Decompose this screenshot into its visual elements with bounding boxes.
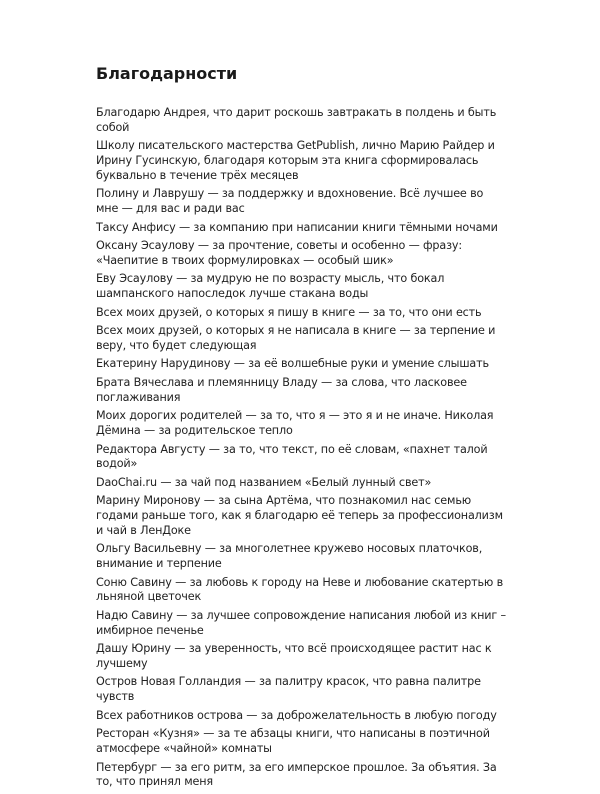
list-item: Ресторан «Кузня» — за те абзацы книги, что написаны в поэтичной атмосфере «чайной» комнаты xyxy=(96,727,490,756)
list-item: Редактора Августу — за то, что текст, по её словам, «пахнет талой водой» xyxy=(96,442,488,471)
list-item: Таксу Анфису — за компанию при написании книги тёмными ночами xyxy=(96,220,498,234)
list-item: Оксану Эсаулову — за прочтение, советы и особенно — фразу: «Чаепитие в твоих формулировках — особый шик» xyxy=(96,239,462,267)
list-item: Екатерину Нарудинову — за её волшебные руки и умение слышать xyxy=(96,357,489,371)
list-item: Петербург — за его ритм, за его имперское прошлое. За объятия. За то, что принял меня xyxy=(96,760,497,789)
list-item: Всех работников острова — за доброжелательность в любую погоду xyxy=(96,708,497,722)
list-item: Еву Эсаулову — за мудрую не по возрасту мысль, что бокал шампанского напоследок лучше стакана воды xyxy=(96,272,445,301)
list-item: Ольгу Васильевну — за многолетнее кружево носовых платочков, внимание и терпение xyxy=(96,542,483,571)
list-item: Моих дорогих родителей — за то, что я — это я и не иначе. Николая Дёмина — за родительское тепло xyxy=(96,409,494,438)
list-item: Брата Вячеслава и племянницу Владу — за слова, что ласковее поглаживания xyxy=(96,375,467,404)
list-item: Всех моих друзей, о которых я пишу в книге — за то, что они есть xyxy=(96,305,482,319)
list-item: Марину Миронову — за сына Артёма, что познакомил нас семью годами раньше того, как я благодарю её теперь за профессионализм и чай в ЛенДоке xyxy=(96,494,503,537)
list-item: Дашу Юрину — за уверенность, что всё происходящее растит нас к лучшему xyxy=(96,642,492,670)
list-item: Соню Савину — за любовь к городу на Неве и любование скатертью в льняной цветочек xyxy=(96,575,504,604)
list-item: Надю Савину — за лучшее сопровождение написания любой из книг – имбирное печенье xyxy=(96,608,506,637)
acknowledgements-list xyxy=(96,106,508,790)
list-item: Остров Новая Голландия — за палитру красок, что равна палитре чувств xyxy=(96,675,481,704)
page-title: Благодарности xyxy=(96,64,238,83)
list-item: Школу писательского мастерства GetPublish, лично Марию Райдер и Ирину Гусинскую, благодаря которым эта книга сформировалась буквально в течение трёх месяцев xyxy=(96,139,495,182)
list-item: DaoChai.ru — за чай под названием «Белый лунный свет» xyxy=(96,475,432,489)
document-page xyxy=(96,64,508,794)
list-item: Всех моих друзей, о которых я не написала в книге — за терпение и веру, что будет следующая xyxy=(96,324,496,352)
list-item: Полину и Лаврушу — за поддержку и вдохновение. Всё лучшее во мне — для вас и ради вас xyxy=(96,187,484,216)
list-item: Благодарю Андрея, что дарит роскошь завтракать в полдень и быть собой xyxy=(96,106,497,134)
